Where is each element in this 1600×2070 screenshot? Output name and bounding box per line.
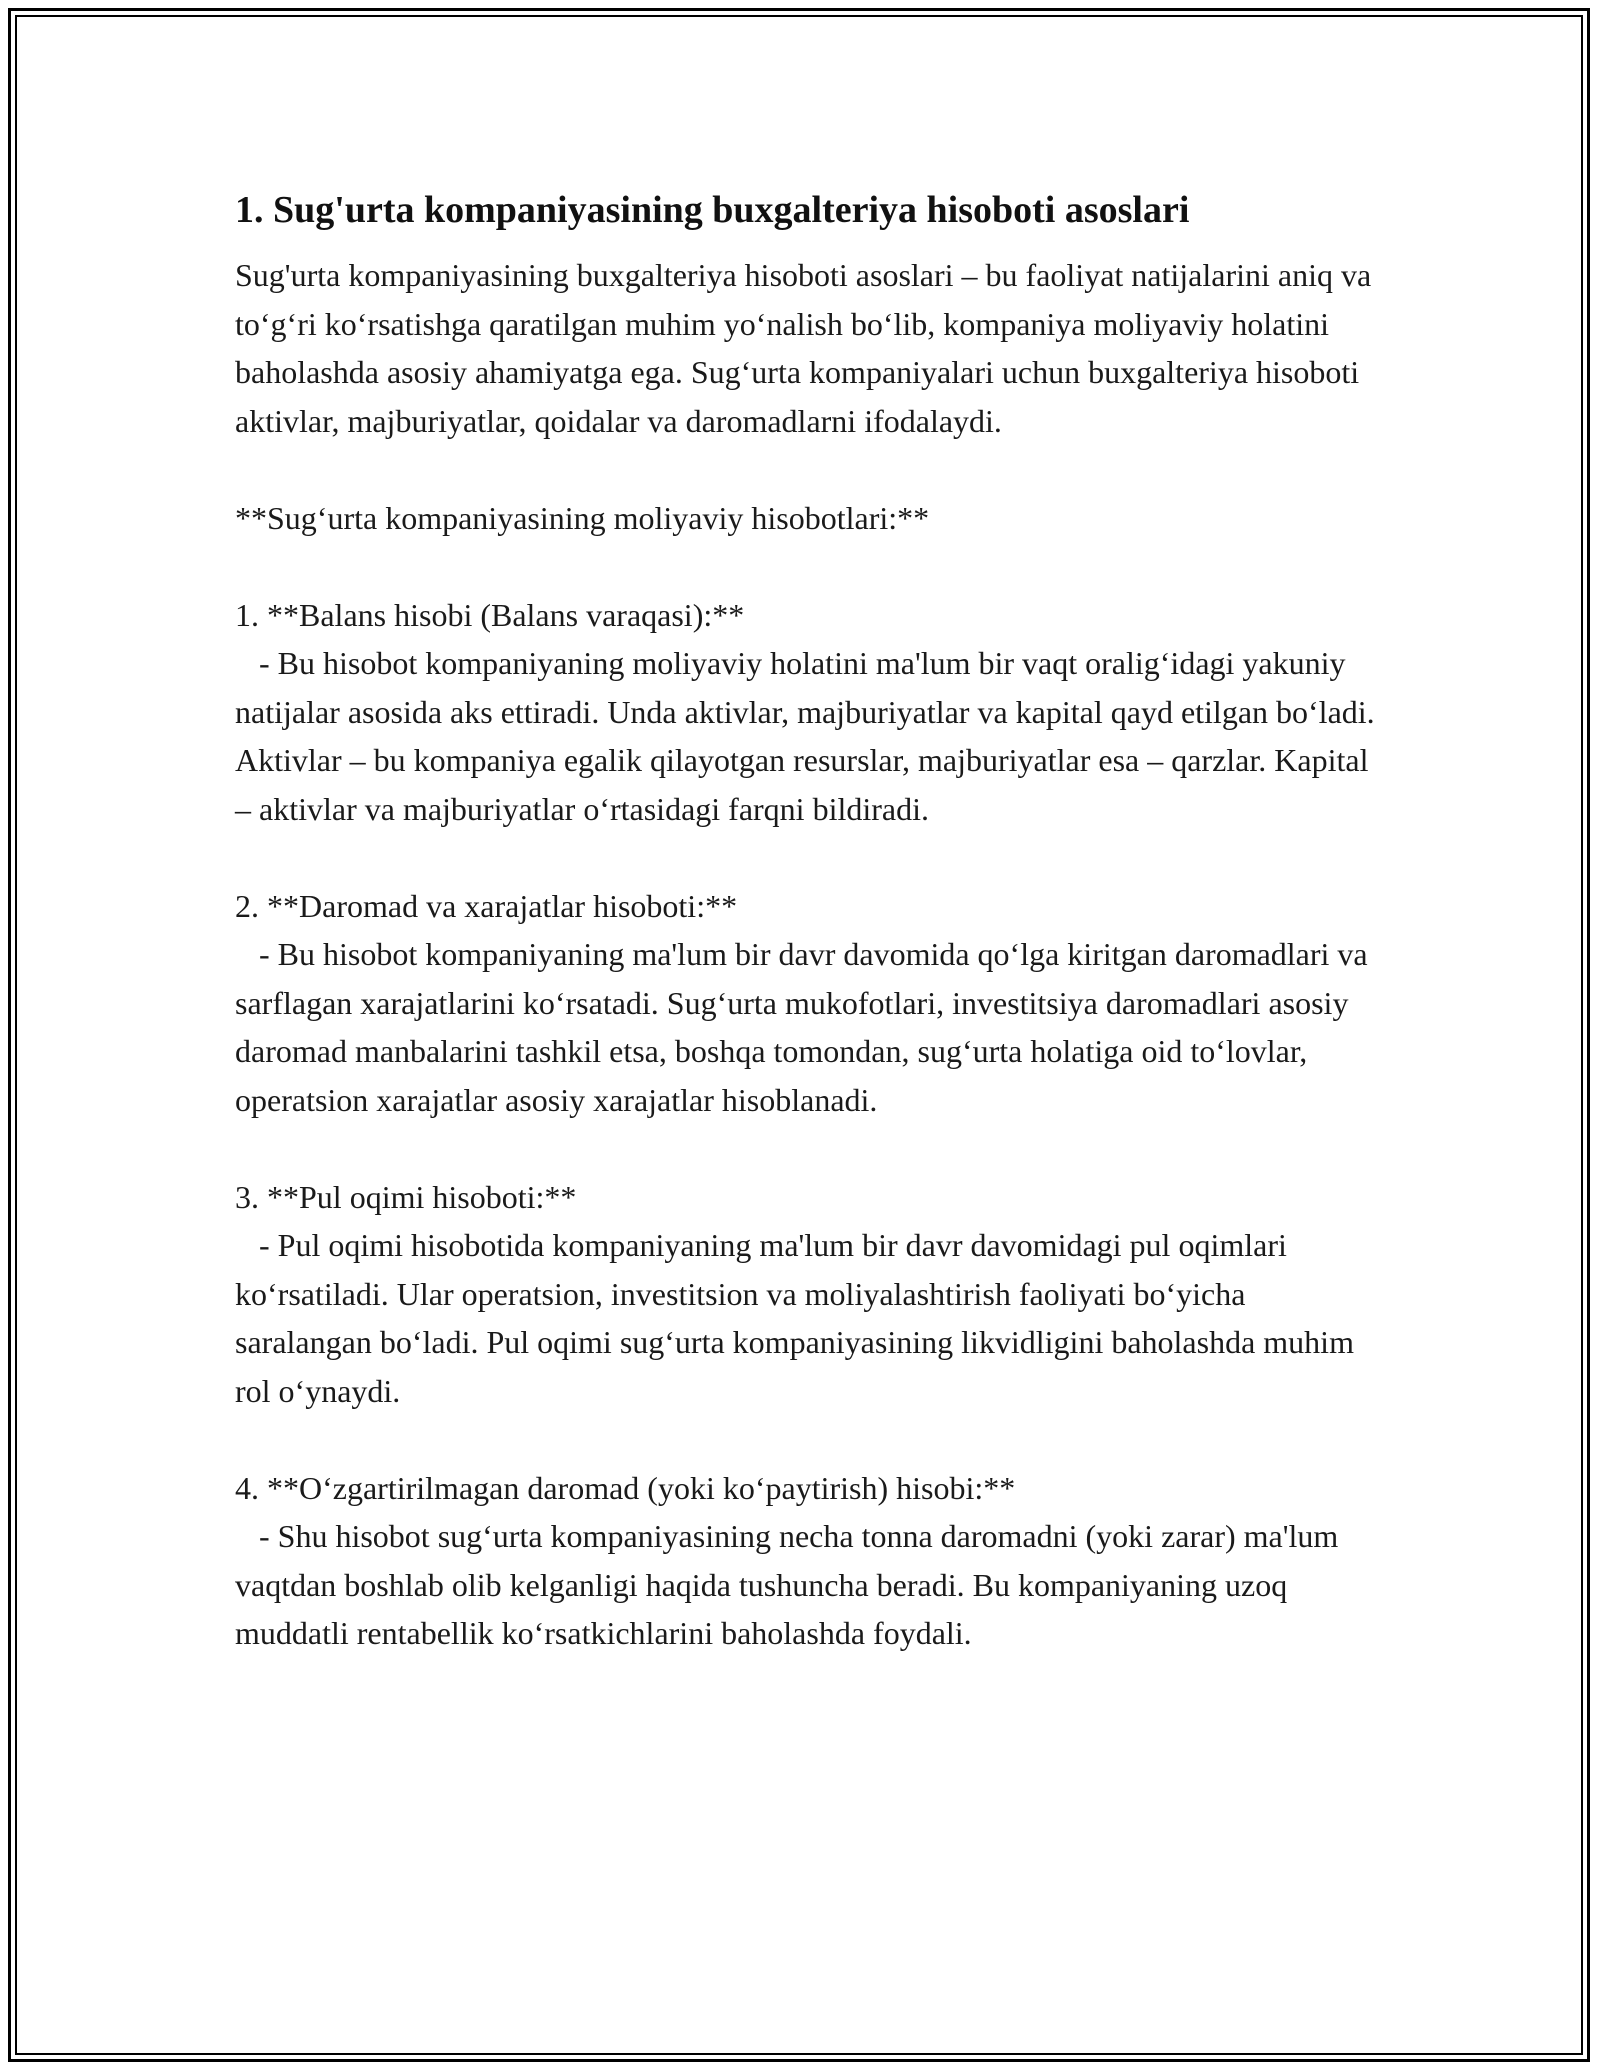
section-body: - Pul oqimi hisobotida kompaniyaning ma'lum bir davr davomidagi pul oqimlari ko‘rsatiladi. Ular operatsion, investitsion va moliyalashtirish faoliyati bo‘yicha saralangan bo‘ladi. Pul oqimi sug‘urta kompaniyasining likvidligini baholashda muhim rol o‘ynaydi. bbox=[235, 1227, 1362, 1409]
section-body: - Shu hisobot sug‘urta kompaniyasining necha tonna daromadni (yoki zarar) ma'lum vaqtdan boshlab olib kelganligi haqida tushuncha beradi. Bu kompaniyaning uzoq muddatli rentabellik ko‘rsatkichlarini baholashda foydali. bbox=[235, 1518, 1347, 1651]
spacer bbox=[235, 1415, 1375, 1464]
statements-subheading: **Sug‘urta kompaniyasining moliyaviy hisobotlari:** bbox=[235, 499, 930, 536]
section-income-statement bbox=[235, 882, 1375, 1125]
section-body: - Bu hisobot kompaniyaning ma'lum bir davr davomida qo‘lga kiritgan daromadlari va sarflagan xarajatlarini ko‘rsatadi. Sug‘urta mukofotlari, investitsiya daromadlari asosiy daromad manbalarini tashkil etsa, boshqa tomondan, sug‘urta holatiga oid to‘lovlar, operatsion xarajatlar asosiy xarajatlar hisoblanadi. bbox=[235, 936, 1376, 1118]
section-body: - Bu hisobot kompaniyaning moliyaviy holatini ma'lum bir vaqt oralig‘idagi yakuniy natijalar asosida aks ettiradi. Unda aktivlar, majburiyatlar va kapital qayd etilgan bo‘ladi. Aktivlar – bu kompaniya egalik qilayotgan resurslar, majburiyatlar esa – qarzlar. Kapital – aktivlar va majburiyatlar o‘rtasidagi farqni bildiradi. bbox=[235, 645, 1381, 827]
section-heading: 1. **Balans hisobi (Balans varaqasi):** bbox=[235, 596, 745, 633]
spacer bbox=[235, 1124, 1375, 1173]
section-heading: 3. **Pul oqimi hisoboti:** bbox=[235, 1178, 577, 1215]
spacer bbox=[235, 445, 1375, 494]
section-cash-flow bbox=[235, 1173, 1375, 1416]
spacer bbox=[235, 542, 1375, 591]
document-content bbox=[235, 185, 1381, 1658]
section-balance-sheet bbox=[235, 591, 1381, 834]
section-retained-earnings bbox=[235, 1464, 1375, 1658]
spacer bbox=[235, 833, 1375, 882]
intro-paragraph: Sug'urta kompaniyasining buxgalteriya hisoboti asoslari – bu faoliyat natijalarini aniq va to‘g‘ri ko‘rsatishga qaratilgan muhim yo‘nalish bo‘lib, kompaniya moliyaviy holatini baholashda asosiy ahamiyatga ega. Sug‘urta kompaniyalari uchun buxgalteriya hisoboti aktivlar, majburiyatlar, qoidalar va daromadlarni ifodalaydi. bbox=[235, 257, 1380, 439]
section-heading: 4. **O‘zgartirilmagan daromad (yoki ko‘paytirish) hisobi:** bbox=[235, 1469, 1016, 1506]
document-title: 1. Sug'urta kompaniyasining buxgalteriya hisoboti asoslari bbox=[235, 189, 1190, 231]
section-heading: 2. **Daromad va xarajatlar hisoboti:** bbox=[235, 887, 738, 924]
